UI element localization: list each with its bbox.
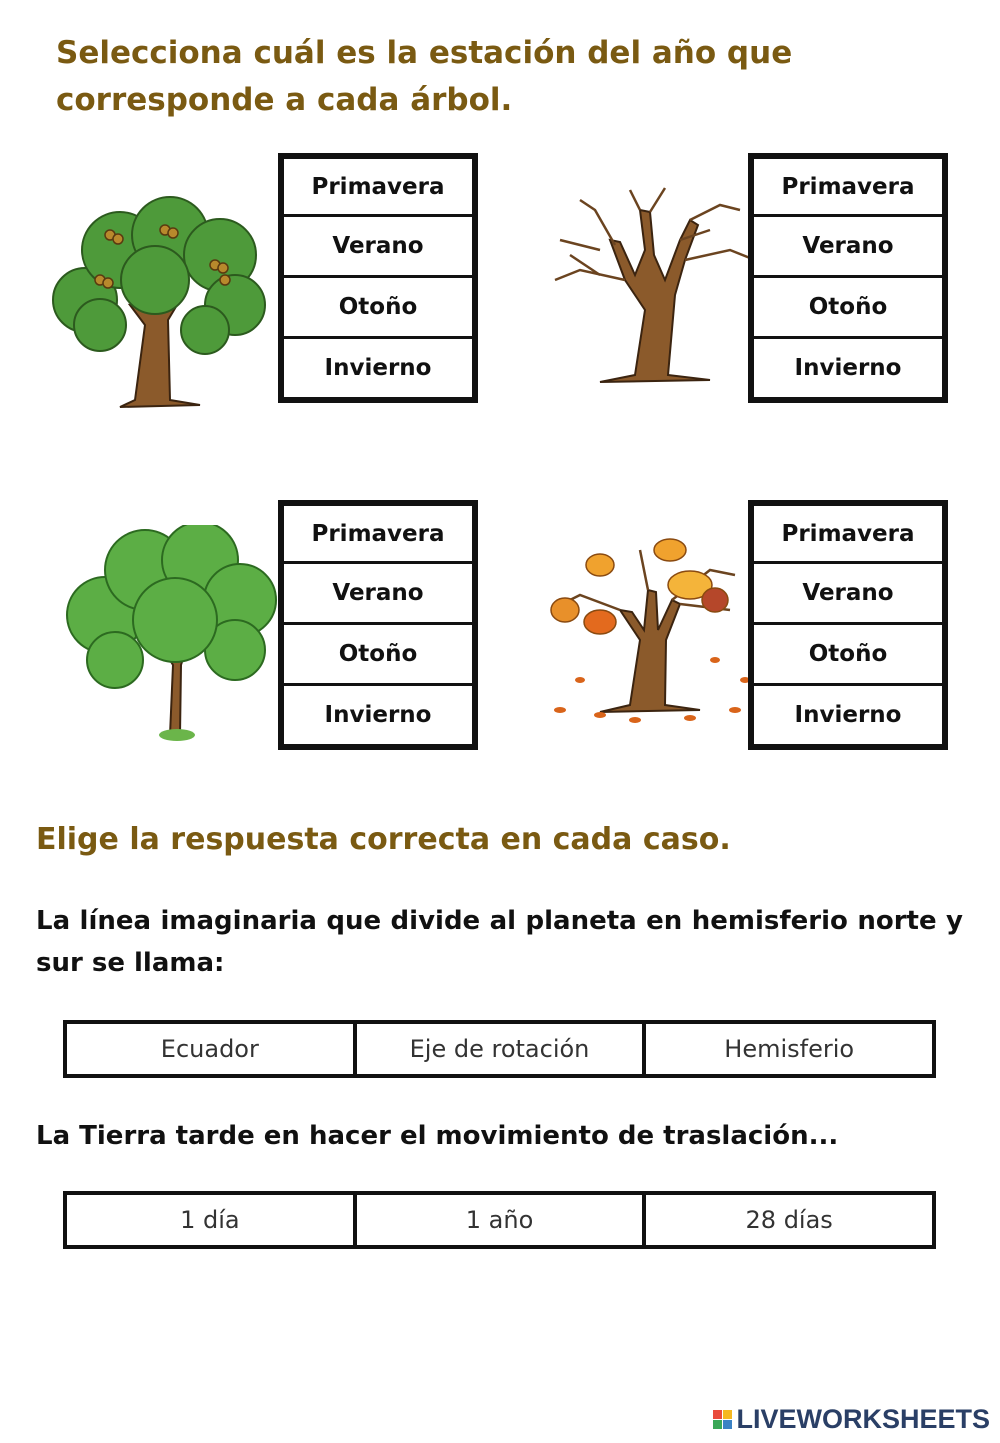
answer-option[interactable]: 28 días — [642, 1195, 932, 1245]
answer-option[interactable]: 1 año — [353, 1195, 643, 1245]
answer-option[interactable]: Eje de rotación — [353, 1024, 643, 1074]
answer-option[interactable]: Ecuador — [160, 1035, 259, 1063]
question-1: La línea imaginaria que divide al planeta en hemisferio norte y sur se llama: — [36, 906, 963, 978]
answer-option[interactable]: Hemisferio — [642, 1024, 932, 1074]
season-options-1 — [278, 153, 478, 403]
option-invierno[interactable]: Invierno — [751, 339, 945, 400]
option-primavera[interactable]: Primavera — [751, 503, 945, 564]
option-primavera[interactable]: Primavera — [281, 503, 475, 564]
option-verano[interactable]: Verano — [751, 217, 945, 278]
liveworksheets-logo — [713, 1404, 990, 1435]
option-invierno[interactable]: Invierno — [751, 686, 945, 747]
logo-icon — [713, 1410, 732, 1429]
answer-row-2 — [63, 1191, 936, 1249]
question-2: La Tierra tarde en hacer el movimiento de traslación... — [36, 1121, 839, 1151]
instruction-title: Selecciona cuál es la estación del año que corresponde a cada árbol. — [56, 35, 793, 118]
option-verano[interactable]: Verano — [281, 217, 475, 278]
leafy-tree-icon — [55, 525, 285, 745]
option-otono[interactable]: Otoño — [751, 625, 945, 686]
option-primavera[interactable]: Primavera — [751, 156, 945, 217]
bare-tree-icon — [540, 180, 770, 400]
option-verano[interactable]: Verano — [751, 564, 945, 625]
option-primavera[interactable]: Primavera — [281, 156, 475, 217]
fruit-tree-icon — [40, 195, 270, 415]
autumn-tree-icon — [540, 530, 770, 750]
brand-name: LIVEWORKSHEETS — [736, 1404, 990, 1434]
season-options-3 — [278, 500, 478, 750]
option-invierno[interactable]: Invierno — [281, 339, 475, 400]
answer-option[interactable]: 1 día — [180, 1206, 240, 1234]
option-otono[interactable]: Otoño — [281, 278, 475, 339]
option-verano[interactable]: Verano — [281, 564, 475, 625]
answer-row-1 — [63, 1020, 936, 1078]
option-otono[interactable]: Otoño — [281, 625, 475, 686]
season-options-4 — [748, 500, 948, 750]
season-options-2 — [748, 153, 948, 403]
option-invierno[interactable]: Invierno — [281, 686, 475, 747]
section-title: Elige la respuesta correcta en cada caso. — [36, 822, 731, 857]
option-otono[interactable]: Otoño — [751, 278, 945, 339]
